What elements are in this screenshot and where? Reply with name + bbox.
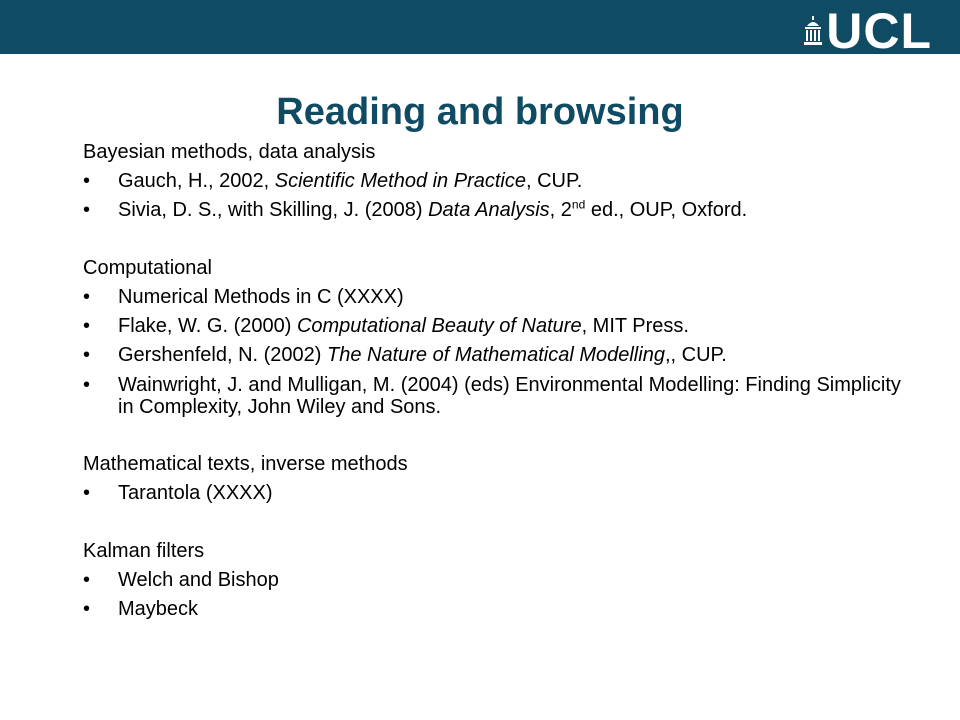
list-item: • Gauch, H., 2002, Scientific Method in Practice, CUP. [83, 167, 903, 196]
list-item: • Sivia, D. S., with Skilling, J. (2008) Data Analysis, 2nd ed., OUP, Oxford. [83, 196, 903, 225]
header-bar [0, 0, 960, 59]
list-item: • Flake, W. G. (2000) Computational Beauty of Nature, MIT Press. [83, 312, 903, 341]
section-computational [83, 253, 903, 421]
list-item: • Tarantola (XXXX) [83, 479, 903, 508]
logo-text: UCL [826, 3, 932, 59]
bullet-icon: • [83, 286, 91, 308]
bullet-icon: • [83, 170, 91, 192]
bullet-icon: • [83, 569, 91, 591]
list-item: • Wainwright, J. and Mulligan, M. (2004) (eds) Environmental Modelling: Finding Simplicity in Complexity, John Wiley and Sons. [83, 374, 901, 418]
section-mathematical [83, 449, 903, 508]
section-kalman [83, 536, 903, 624]
bullet-icon: • [83, 315, 91, 337]
list-item: • Numerical Methods in C (XXXX) [83, 283, 903, 312]
bullet-icon: • [83, 374, 91, 396]
section-heading: Kalman filters [83, 540, 205, 562]
list-item: • Welch and Bishop [83, 566, 903, 595]
list-item: • Maybeck [83, 595, 903, 624]
bullet-icon: • [83, 344, 91, 366]
section-heading: Bayesian methods, data analysis [83, 141, 376, 163]
list-item: • Gershenfeld, N. (2002) The Nature of Mathematical Modelling,, CUP. [83, 341, 903, 370]
bullet-icon: • [83, 598, 91, 620]
slide-content [83, 137, 903, 652]
section-heading: Computational [83, 257, 212, 279]
bullet-icon: • [83, 482, 91, 504]
portico-icon [804, 16, 822, 46]
section-bayesian [83, 137, 903, 225]
section-heading: Mathematical texts, inverse methods [83, 453, 408, 475]
bullet-icon: • [83, 199, 91, 221]
slide-title: Reading and browsing [276, 91, 684, 133]
ucl-logo [804, 3, 932, 59]
